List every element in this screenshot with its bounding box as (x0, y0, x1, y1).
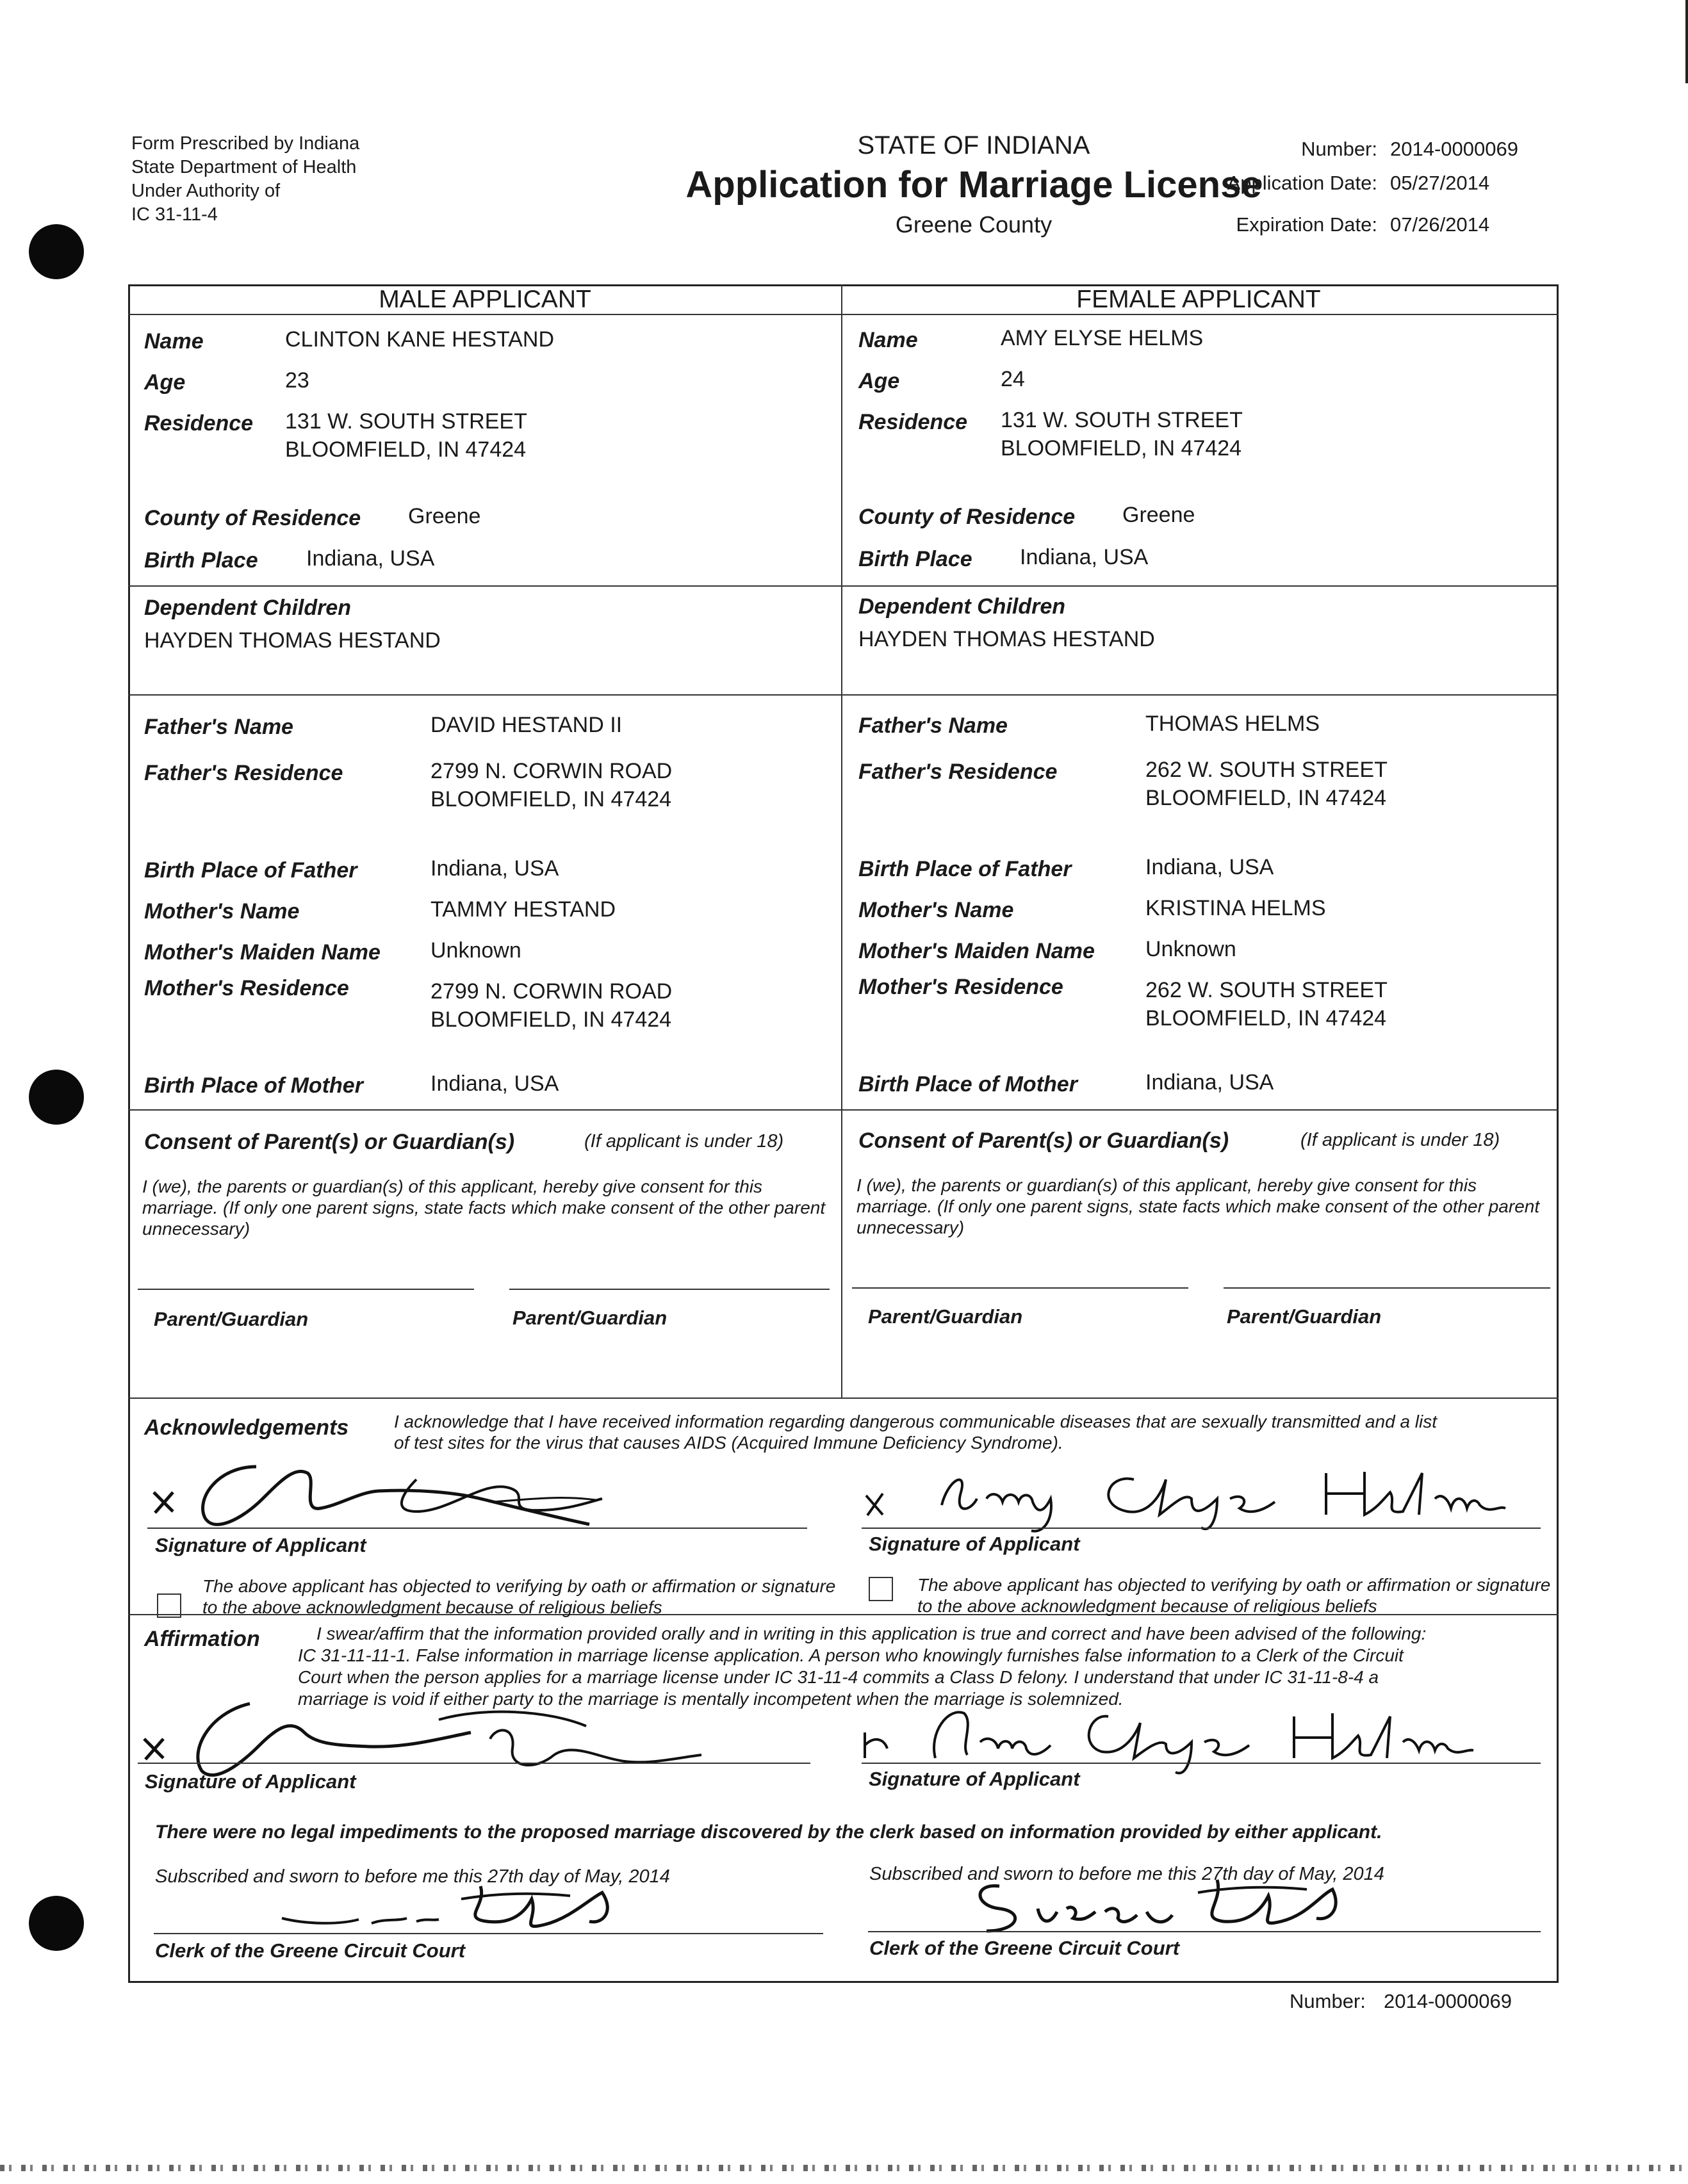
female-residence-label: Residence (858, 410, 968, 434)
affirmation-text-line2: IC 31-11-11-1. False information in marriage license application. A person who knowingly furnishes false information to a Clerk of the Circuit (298, 1645, 1404, 1665)
male-consent-title: Consent of Parent(s) or Guardian(s) (144, 1130, 515, 1154)
female-mothers-residence-line2: BLOOMFIELD, IN 47424 (1145, 1006, 1387, 1031)
male-ack-objection-text: The above applicant has objected to verifying by oath or affirmation or signature to the above acknowledgment because of religious beliefs (202, 1576, 836, 1617)
male-fathers-residence-line1: 2799 N. CORWIN ROAD (430, 759, 673, 783)
female-acknowledgement-signature (858, 1454, 1512, 1537)
male-age-value: 23 (285, 368, 309, 393)
section-rule (128, 585, 1559, 587)
male-applicant-heading: MALE APPLICANT (379, 286, 591, 313)
female-fathers-name-label: Father's Name (858, 713, 1008, 738)
section-rule (128, 1109, 1559, 1111)
male-age-label: Age (144, 370, 186, 395)
prescribed-by-block (131, 132, 359, 227)
female-parent-guardian-label: Parent/Guardian (1227, 1305, 1382, 1328)
female-applicant-heading: FEMALE APPLICANT (1076, 286, 1321, 313)
footer-number-value: 2014-0000069 (1384, 1990, 1512, 2012)
male-name-value: CLINTON KANE HESTAND (285, 327, 555, 352)
acknowledgements-text-line2: of test sites for the virus that causes AIDS (Acquired Immune Deficiency Syndrome). (394, 1433, 1063, 1453)
male-consent-note: (If applicant is under 18) (584, 1131, 784, 1152)
female-mothers-residence-line1: 262 W. SOUTH STREET (1145, 978, 1388, 1002)
male-parent-guardian-label: Parent/Guardian (512, 1307, 668, 1329)
female-dependent-children-label: Dependent Children (858, 594, 1066, 619)
male-ack-objection-checkbox[interactable] (157, 1593, 181, 1618)
male-dependent-children-value: HAYDEN THOMAS HESTAND (144, 628, 441, 653)
female-age-label: Age (858, 369, 900, 393)
male-mothers-maiden-value: Unknown (430, 938, 521, 963)
prescribed-line: IC 31-11-4 (131, 204, 218, 225)
male-fathers-residence-line2: BLOOMFIELD, IN 47424 (430, 787, 672, 811)
male-residence-line2: BLOOMFIELD, IN 47424 (285, 437, 527, 462)
male-parent-guardian-label: Parent/Guardian (154, 1308, 309, 1330)
scan-bottom-noise (0, 2165, 1688, 2171)
number-value: 2014-0000069 (1390, 138, 1518, 160)
scan-edge-mark (1685, 0, 1688, 83)
female-dependent-children-value: HAYDEN THOMAS HESTAND (858, 627, 1155, 651)
male-subscribed-text: Subscribed and sworn to before me this 27th day of May, 2014 (155, 1866, 670, 1887)
footer-number-label: Number: (1290, 1990, 1366, 2012)
female-residence-line1: 131 W. SOUTH STREET (1001, 408, 1243, 432)
male-mothers-name-value: TAMMY HESTAND (430, 897, 616, 922)
male-county-value: Greene (408, 504, 481, 528)
male-residence-label: Residence (144, 411, 254, 436)
female-name-value: AMY ELYSE HELMS (1001, 326, 1204, 350)
female-parent-signature-line[interactable] (852, 1287, 1188, 1289)
female-consent-title: Consent of Parent(s) or Guardian(s) (858, 1129, 1229, 1153)
female-mothers-name-value: KRISTINA HELMS (1145, 896, 1326, 920)
female-affirmation-signature-label: Signature of Applicant (869, 1768, 1080, 1790)
number-label: Number: (1301, 138, 1377, 160)
female-county-value: Greene (1122, 503, 1195, 527)
female-birth-place-label: Birth Place (858, 547, 972, 571)
expiration-date-label: Expiration Date: (1236, 213, 1377, 236)
female-age-value: 24 (1001, 367, 1025, 391)
page-title: Application for Marriage License (685, 164, 1262, 206)
female-name-label: Name (858, 328, 918, 352)
application-date-value: 05/27/2014 (1390, 172, 1490, 194)
male-ack-signature-line[interactable] (147, 1528, 807, 1529)
prescribed-line: State Department of Health (131, 157, 357, 177)
male-ack-signature-label: Signature of Applicant (155, 1534, 366, 1556)
male-mothers-residence-line2: BLOOMFIELD, IN 47424 (430, 1007, 672, 1032)
female-fathers-residence-line1: 262 W. SOUTH STREET (1145, 758, 1388, 782)
male-name-label: Name (144, 329, 204, 354)
binder-hole-top (29, 224, 84, 279)
binder-hole-bottom (29, 1896, 84, 1951)
prescribed-line: Form Prescribed by Indiana (131, 133, 360, 154)
female-birth-place-father-value: Indiana, USA (1145, 855, 1274, 879)
section-rule (128, 694, 1559, 696)
female-affirmation-signature-line[interactable] (862, 1763, 1541, 1764)
male-consent-text: I (we), the parents or guardian(s) of this applicant, hereby give consent for this marriage. (If only one parent signs, state facts which make consent of the other parent unnecessary) (142, 1177, 826, 1239)
state-heading: STATE OF INDIANA (857, 131, 1090, 159)
male-birth-place-mother-label: Birth Place of Mother (144, 1073, 363, 1098)
acknowledgements-title: Acknowledgements (144, 1415, 349, 1440)
female-birth-place-father-label: Birth Place of Father (858, 857, 1072, 881)
male-parent-signature-line[interactable] (509, 1289, 830, 1290)
male-birth-place-mother-value: Indiana, USA (430, 1072, 559, 1096)
male-mothers-residence-line1: 2799 N. CORWIN ROAD (430, 979, 673, 1004)
header-rule (128, 314, 1559, 315)
male-acknowledgement-signature (147, 1454, 647, 1537)
column-divider (841, 284, 842, 1398)
female-fathers-name-value: THOMAS HELMS (1145, 712, 1320, 736)
female-mothers-maiden-label: Mother's Maiden Name (858, 939, 1095, 963)
female-clerk-signature-line[interactable] (868, 1931, 1541, 1932)
female-ack-signature-line[interactable] (862, 1528, 1541, 1529)
female-ack-signature-label: Signature of Applicant (869, 1533, 1080, 1555)
male-birth-place-father-value: Indiana, USA (430, 856, 559, 881)
female-parent-signature-line[interactable] (1224, 1287, 1550, 1289)
binder-hole-middle (29, 1070, 84, 1125)
male-clerk-label: Clerk of the Greene Circuit Court (155, 1939, 466, 1962)
male-residence-line1: 131 W. SOUTH STREET (285, 409, 527, 434)
male-birth-place-father-label: Birth Place of Father (144, 858, 357, 883)
section-rule (128, 1398, 1559, 1399)
male-birth-place-label: Birth Place (144, 548, 258, 573)
female-ack-objection-checkbox[interactable] (869, 1577, 893, 1601)
male-mothers-residence-label: Mother's Residence (144, 976, 349, 1000)
expiration-date-value: 07/26/2014 (1390, 213, 1490, 236)
male-fathers-name-label: Father's Name (144, 715, 293, 739)
female-birth-place-mother-value: Indiana, USA (1145, 1070, 1274, 1095)
male-fathers-name-value: DAVID HESTAND II (430, 713, 623, 737)
female-consent-text: I (we), the parents or guardian(s) of this applicant, hereby give consent for this marriage. (If only one parent signs, state facts which make consent of the other parent unnecessary) (856, 1175, 1540, 1237)
female-subscribed-text: Subscribed and sworn to before me this 27th day of May, 2014 (869, 1864, 1384, 1884)
male-mothers-maiden-label: Mother's Maiden Name (144, 940, 381, 965)
female-parent-guardian-label: Parent/Guardian (868, 1305, 1023, 1328)
female-residence-line2: BLOOMFIELD, IN 47424 (1001, 436, 1242, 460)
female-birth-place-mother-label: Birth Place of Mother (858, 1072, 1078, 1096)
male-parent-signature-line[interactable] (138, 1289, 474, 1290)
female-fathers-residence-label: Father's Residence (858, 760, 1058, 784)
male-birth-place-value: Indiana, USA (306, 546, 435, 571)
female-mothers-maiden-value: Unknown (1145, 937, 1236, 961)
female-county-label: County of Residence (858, 505, 1076, 529)
female-birth-place-value: Indiana, USA (1020, 545, 1149, 569)
male-fathers-residence-label: Father's Residence (144, 761, 343, 785)
female-mothers-residence-label: Mother's Residence (858, 975, 1063, 999)
affirmation-text-line1: I swear/affirm that the information provided orally and in writing in this application is true and correct and have been advised of the following: (316, 1624, 1427, 1643)
female-clerk-label: Clerk of the Greene Circuit Court (869, 1937, 1180, 1959)
prescribed-line: Under Authority of (131, 181, 281, 201)
male-county-label: County of Residence (144, 506, 361, 530)
male-affirmation-signature-line[interactable] (138, 1763, 810, 1764)
application-date-label: Application Date: (1227, 172, 1377, 194)
female-clerk-signature (961, 1867, 1345, 1944)
affirmation-text-line3: Court when the person applies for a marriage license under IC 31-11-4 commits a Class D felony. I understand that under IC 31-11-8-4 a (298, 1667, 1379, 1687)
acknowledgements-text-line1: I acknowledge that I have received information regarding dangerous communicable diseases that are sexually transmitted and a list (394, 1412, 1438, 1431)
female-ack-objection-text: The above applicant has objected to verifying by oath or affirmation or signature to the above acknowledgment because of religious beliefs (917, 1575, 1551, 1616)
affirmation-title: Affirmation (144, 1627, 260, 1651)
male-mothers-name-label: Mother's Name (144, 899, 300, 924)
female-fathers-residence-line2: BLOOMFIELD, IN 47424 (1145, 786, 1387, 810)
impediments-statement: There were no legal impediments to the proposed marriage discovered by the clerk based on information provided by either applicant. (155, 1821, 1382, 1843)
female-mothers-name-label: Mother's Name (858, 898, 1014, 922)
male-dependent-children-label: Dependent Children (144, 596, 352, 620)
male-clerk-signature-line[interactable] (154, 1933, 823, 1934)
county-heading: Greene County (895, 211, 1053, 238)
affirmation-text-line4: marriage is void if either party to the marriage is mentally incompetent when the marriage is solemnized. (298, 1689, 1124, 1709)
male-affirmation-signature-label: Signature of Applicant (145, 1770, 356, 1793)
female-consent-note: (If applicant is under 18) (1300, 1130, 1500, 1150)
